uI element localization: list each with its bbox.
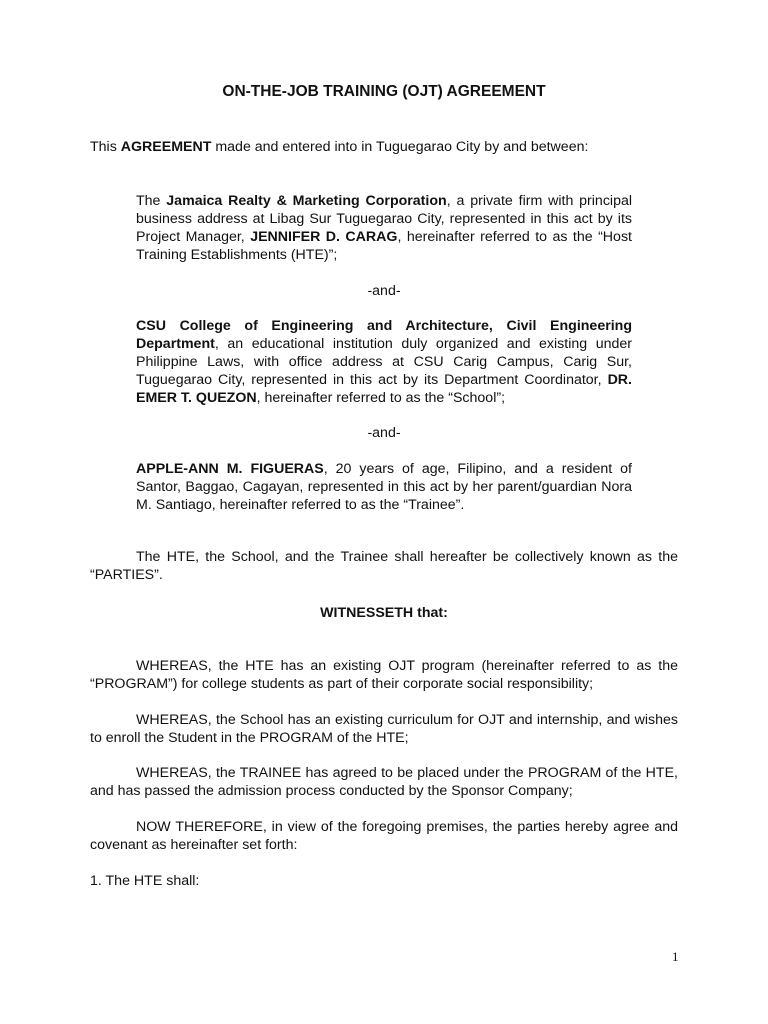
party-trainee-name: APPLE-ANN M. FIGUERAS [136,461,324,477]
document-title: ON-THE-JOB TRAINING (OJT) AGREEMENT [222,83,546,100]
party-school-representative: DR. EMER T. QUEZON [136,372,632,406]
intro-bold: AGREEMENT [120,139,212,155]
party-school-mid: , an educational institution duly organized and existing under Philippine Laws, with office address at CSU Carig Campus, Carig Sur, Tuguegarao City, represented in this act by its Department Coordinator, [136,336,632,388]
page-number: 1 [672,949,679,964]
witnesseth-heading: WITNESSETH that: [320,605,448,621]
party-hte-name: Jamaica Realty & Marketing Corporation [166,193,447,209]
intro-pre: This [90,139,121,155]
whereas-paragraph-3: WHEREAS, the TRAINEE has agreed to be placed under the PROGRAM of the HTE, and has passed the admission process conducted by the Sponsor Company; [90,765,678,799]
party-school-name: CSU College of Engineering and Architecture, Civil Engineering Department [136,318,632,352]
party-hte-post: , hereinafter referred to as the “Host Training Establishments (HTE)”; [136,229,632,263]
now-therefore-paragraph: NOW THEREFORE, in view of the foregoing premises, the parties hereby agree and covenant as hereinafter set forth: [90,819,678,853]
and-separator-2: -and- [367,425,401,441]
whereas-paragraph-2: WHEREAS, the School has an existing curriculum for OJT and internship, and wishes to enroll the Student in the PROGRAM of the HTE; [90,712,678,746]
party-hte-pre: The [136,193,167,209]
party-hte-mid: , a private firm with principal business address at Libag Sur Tuguegarao City, represented in this act by its Project Manager, [136,193,633,245]
party-school-paragraph [136,317,632,407]
party-hte-representative: JENNIFER D. CARAG [250,229,398,245]
parties-paragraph: The HTE, the School, and the Trainee shall hereafter be collectively known as the “PARTIES”. [90,549,678,583]
party-trainee-post: , 20 years of age, Filipino, and a resident of Santor, Baggao, Cagayan, represented in this act by her parent/guardian Nora M. Santiago, hereinafter referred to as the “Trainee”. [136,461,632,513]
intro-paragraph [90,138,678,156]
and-separator-1: -and- [367,283,401,299]
whereas-paragraph-1: WHEREAS, the HTE has an existing OJT program (hereinafter referred to as the “PROGRAM”) for college students as part of their corporate social responsibility; [90,658,678,692]
intro-post: made and entered into in Tuguegarao City by and between: [211,139,589,155]
party-trainee-paragraph [136,460,632,514]
party-school-post: , hereinafter referred to as the “School”; [256,390,506,406]
party-hte-paragraph [136,192,632,264]
list-item-1: 1. The HTE shall: [90,873,200,889]
